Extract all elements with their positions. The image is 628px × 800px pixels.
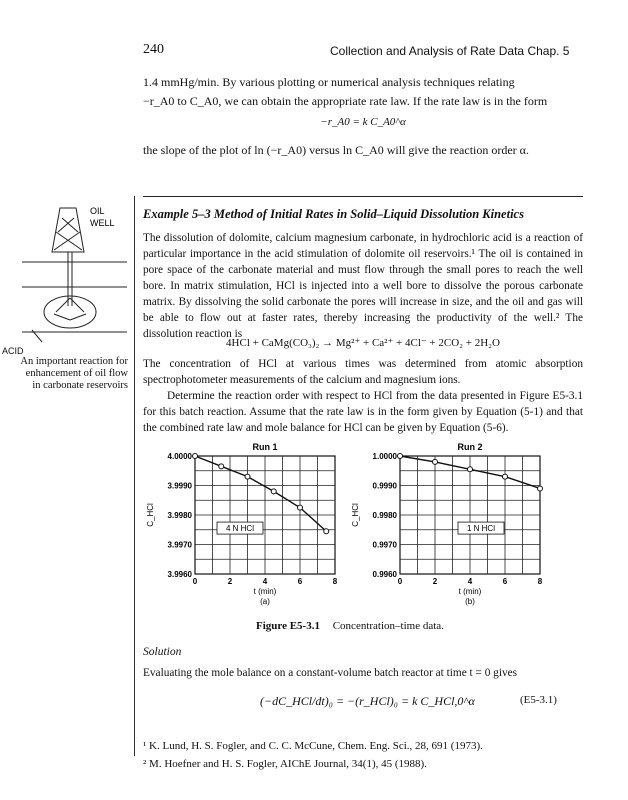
footnote-1: ¹ K. Lund, H. S. Fogler, and C. C. McCune, Chem. Eng. Sci., 28, 691 (1973). (143, 740, 483, 752)
chart-title: Run 1 (252, 442, 278, 452)
solution-text: Evaluating the mole balance on a constant-volume batch reactor at time t = 0 gives (143, 667, 518, 679)
equation-number: (E5-3.1) (520, 694, 557, 706)
intro-line-3: the slope of the plot of ln (−r_A0) versus ln C_A0 will give the reaction order α. (143, 143, 529, 157)
x-tick-label: 2 (227, 577, 233, 586)
figure-caption-label: Figure E5-3.1 (256, 620, 320, 632)
data-point (398, 454, 403, 459)
data-point (219, 464, 224, 469)
y-axis-label: C_HCl (351, 503, 360, 527)
oil-well-diagram (22, 202, 132, 347)
rate-equation: −r_A0 = k C_A0^α (320, 116, 406, 128)
data-point (245, 474, 250, 479)
chart-title: Run 2 (457, 442, 483, 452)
x-tick-label: 8 (332, 577, 338, 586)
paragraph-3: Determine the reaction order with respect to HCl from the data presented in Figure E5-3.1 for this batch reaction. Assume that the rate law is in the form given by Equation (5-1) and that the combined rate law and mole balance for HCl can be given by Equation (5-6). (143, 390, 583, 434)
y-tick-label: 4.0000 (167, 452, 192, 461)
well-label-oil: OIL (90, 206, 105, 216)
series-line (195, 456, 326, 534)
intro-line-2: −r_A0 to C_A0, we can obtain the appropriate rate law. If the rate law is in the form (143, 94, 548, 108)
x-tick-label: 0 (397, 577, 403, 586)
y-tick-label: 0.9960 (372, 570, 397, 579)
example-title: Example 5–3 Method of Initial Rates in Solid–Liquid Dissolution Kinetics (143, 207, 524, 221)
paragraph-1: The dissolution of dolomite, calcium magnesium carbonate, in hydrochloric acid is a reaction of particular importance in the acid stimulation of dolomite oil reservoirs.¹ The oil is contained in pore space of the carbonate material and must flow through the small pores to reach the well bore. In matrix stimulation, HCl is injected into a well bore to dissolve the porous carbonate matrix. By dissolving the solid carbonate the pores will increase in size, and the oil and gas will be able to flow out at faster rates, thereby increasing the productivity of the well.² The dissolution reaction is (143, 232, 583, 340)
figure-caption-text: Concentration–time data. (332, 620, 444, 632)
margin-rule (134, 196, 135, 756)
annotation-label: 1 N HCl (466, 524, 496, 534)
data-point (324, 529, 329, 534)
data-point (193, 454, 198, 459)
running-head: Collection and Analysis of Rate Data Chap. 5 (330, 44, 570, 58)
well-label-well: WELL (90, 218, 115, 228)
data-point (468, 467, 473, 472)
x-tick-label: 2 (432, 577, 438, 586)
data-point (503, 474, 508, 479)
footnote-2: ² M. Hoefner and H. S. Fogler, AIChE Journal, 34(1), 45 (1988). (143, 758, 427, 770)
data-point (298, 505, 303, 510)
solution-equation: (−dC_HCl/dt)₀ = −(r_HCl)₀ = k C_HCl,0^α (260, 694, 475, 708)
y-tick-label: 3.9960 (167, 570, 192, 579)
annotation-label: 4 N HCl (225, 524, 255, 534)
y-tick-label: 0.9970 (372, 540, 397, 550)
panel-label: (a) (260, 597, 270, 606)
reaction-equation: 4HCl + CaMg(CO₃)₂ → Mg²⁺ + Ca²⁺ + 4Cl⁻ + 2CO₂ + 2H₂O (226, 337, 500, 349)
x-tick-label: 4 (467, 577, 473, 586)
acid-zone (44, 296, 96, 328)
y-tick-label: 0.9980 (372, 511, 397, 520)
margin-note: An important reaction for enhancement of oil flow in carbonate reservoirs (20, 356, 128, 391)
panel-label: (b) (465, 597, 475, 606)
x-tick-label: 6 (502, 577, 508, 586)
intro-line-1: 1.4 mmHg/min. By various plotting or numerical analysis techniques relating (143, 75, 515, 89)
x-tick-label: 4 (262, 577, 268, 586)
derrick-outline (52, 208, 84, 252)
y-tick-label: 0.9990 (372, 481, 397, 491)
y-tick-label: 3.9970 (167, 540, 192, 550)
solution-heading: Solution (143, 646, 182, 658)
x-axis-label: t (min) (253, 587, 277, 596)
x-axis-label: t (min) (458, 587, 482, 596)
concentration-time-charts (140, 440, 580, 615)
x-tick-label: 8 (537, 577, 543, 586)
paragraph-2: The concentration of HCl at various times was determined from atomic absorption spectrophotometer measurements of the calcium and magnesium ions. (143, 358, 583, 386)
y-axis-label: C_HCl (146, 503, 155, 527)
data-point (538, 486, 543, 491)
figure-caption (256, 620, 444, 632)
section-rule (143, 196, 583, 197)
x-tick-label: 6 (297, 577, 303, 586)
data-point (271, 489, 276, 494)
y-tick-label: 1.0000 (372, 452, 397, 461)
y-tick-label: 3.9980 (167, 511, 192, 520)
page-number: 240 (143, 42, 164, 57)
acid-label: ACID (2, 346, 24, 356)
y-tick-label: 3.9990 (167, 481, 192, 491)
data-point (433, 459, 438, 464)
x-tick-label: 0 (192, 577, 198, 586)
